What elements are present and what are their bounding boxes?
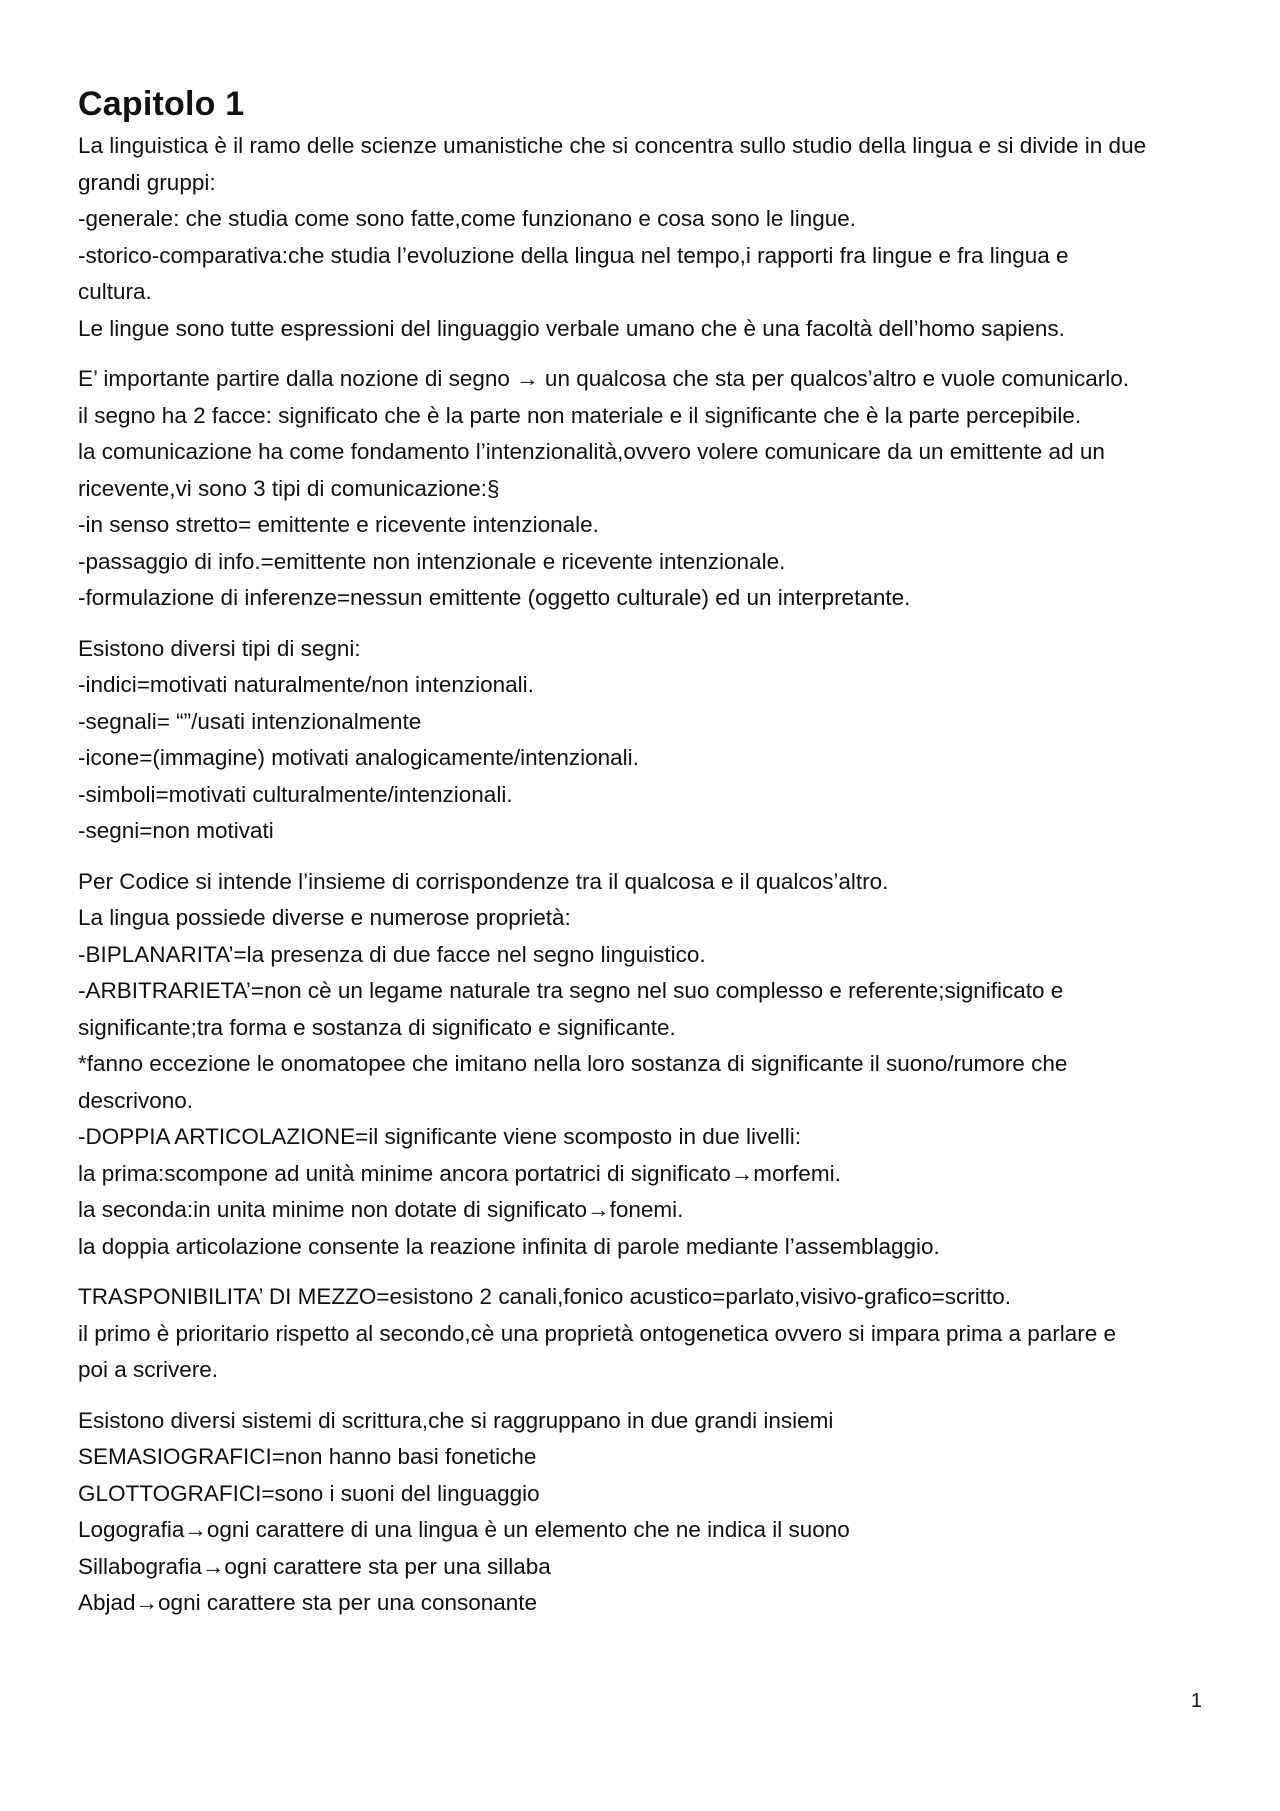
document-body: [78, 128, 1208, 1622]
text-line: -storico-comparativa:che studia l’evoluzione della lingua nel tempo,i rapporti fra lingue e fra lingua e: [78, 242, 1069, 268]
text-line: cultura.: [78, 279, 152, 304]
text-line: il primo è prioritario rispetto al secondo,cè una proprietà ontogenetica ovvero si impara prima a parlare e: [78, 1320, 1117, 1346]
text-line: La linguistica è il ramo delle scienze umanistiche che si concentra sullo studio della lingua e si divide in due: [78, 133, 1147, 158]
document-page: [78, 82, 1208, 1636]
text-line: La lingua possiede diverse e numerose proprietà:: [78, 905, 571, 930]
text-line: Logografia→ogni carattere di una lingua è un elemento che ne indica il suono: [78, 1517, 850, 1542]
paragraph: [78, 631, 1208, 850]
text-line: SEMASIOGRAFICI=non hanno basi fonetiche: [78, 1444, 537, 1469]
text-line: *fanno eccezione le onomatopee che imitano nella loro sostanza di significante il suono/rumore che: [78, 1051, 1068, 1076]
text-line: -segni=non motivati: [78, 818, 274, 843]
text-line: Le lingue sono tutte espressioni del linguaggio verbale umano che è una facoltà dell’homo sapiens.: [78, 315, 1065, 341]
text-line: -DOPPIA ARTICOLAZIONE=il significante viene scomposto in due livelli:: [78, 1124, 802, 1149]
text-line: significante;tra forma e sostanza di significato e significante.: [78, 1014, 676, 1040]
text-line: Abjad→ogni carattere sta per una consonante: [78, 1590, 538, 1615]
text-line: la doppia articolazione consente la reazione infinita di parole mediante l’assemblaggio.: [78, 1233, 940, 1259]
paragraph: [78, 1279, 1208, 1389]
text-line: la seconda:in unita minime non dotate di significato→fonemi.: [78, 1197, 684, 1222]
text-line: -ARBITRARIETA’=non cè un legame naturale tra segno nel suo complesso e referente;significato e: [78, 978, 1064, 1003]
page-number: 1: [1190, 1690, 1202, 1712]
text-line: TRASPONIBILITA’ DI MEZZO=esistono 2 canali,fonico acustico=parlato,visivo-grafico=scritto.: [78, 1284, 1012, 1309]
text-line: -generale: che studia come sono fatte,come funzionano e cosa sono le lingue.: [78, 206, 856, 231]
text-line: Esistono diversi tipi di segni:: [78, 635, 361, 661]
text-line: poi a scrivere.: [78, 1357, 219, 1382]
text-line: GLOTTOGRAFICI=sono i suoni del linguaggio: [78, 1480, 540, 1506]
text-line: -BIPLANARITA’=la presenza di due facce nel segno linguistico.: [78, 941, 706, 967]
text-line: -formulazione di inferenze=nessun emittente (oggetto culturale) ed un interpretante.: [78, 585, 911, 610]
text-line: ricevente,vi sono 3 tipi di comunicazione:§: [78, 475, 500, 501]
text-line: -passaggio di info.=emittente non intenzionale e ricevente intenzionale.: [78, 548, 786, 574]
text-line: Esistono diversi sistemi di scrittura,che si raggruppano in due grandi insiemi: [78, 1407, 834, 1433]
text-line: la prima:scompone ad unità minime ancora portatrici di significato→morfemi.: [78, 1160, 841, 1186]
text-line: -indici=motivati naturalmente/non intenzionali.: [78, 672, 534, 697]
text-line: descrivono.: [78, 1087, 194, 1113]
page-title: Capitolo 1: [78, 85, 245, 123]
text-line: il segno ha 2 facce: significato che è la parte non materiale e il significante che è la parte percepibile.: [78, 402, 1082, 428]
text-line: la comunicazione ha come fondamento l’intenzionalità,ovvero volere comunicare da un emittente ad un: [78, 439, 1105, 464]
text-line: E’ importante partire dalla nozione di segno → un qualcosa che sta per qualcos’altro e vuole comunicarlo.: [78, 366, 1130, 391]
text-line: -simboli=motivati culturalmente/intenzionali.: [78, 781, 513, 807]
text-line: grandi gruppi:: [78, 169, 216, 195]
paragraph: [78, 864, 1208, 1266]
text-line: -icone=(immagine) motivati analogicamente/intenzionali.: [78, 745, 639, 770]
text-line: Per Codice si intende l’insieme di corrispondenze tra il qualcosa e il qualcos’altro.: [78, 868, 889, 894]
text-line: -in senso stretto= emittente e ricevente intenzionale.: [78, 512, 599, 537]
paragraph: [78, 128, 1208, 347]
text-line: -segnali= “”/usati intenzionalmente: [78, 708, 422, 734]
paragraph: [78, 361, 1208, 617]
paragraph: [78, 1403, 1208, 1622]
text-line: Sillabografia→ogni carattere sta per una sillaba: [78, 1553, 551, 1579]
